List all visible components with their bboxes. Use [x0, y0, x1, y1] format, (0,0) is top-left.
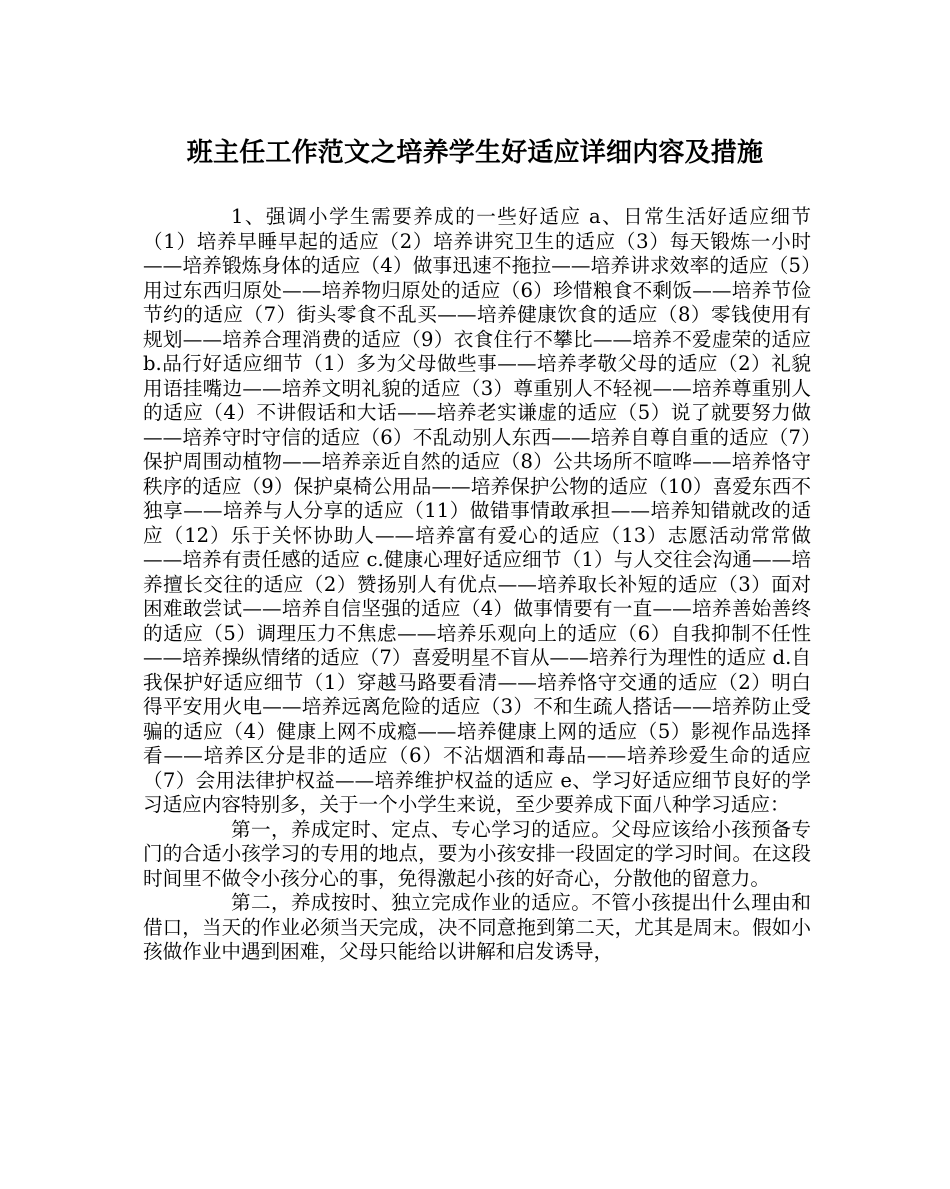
paragraph-second-habit: 第二，养成按时、独立完成作业的适应。不管小孩提出什么理由和借口，当天的作业必须当天完成，决不同意拖到第二天，尤其是周末。假如小孩做作业中遇到困难，父母只能给以讲解和启发诱导， [143, 891, 811, 963]
paragraph-first-habit: 第一，养成定时、定点、专心学习的适应。父母应该给小孩预备专门的合适小孩学习的专用的地点，要为小孩安排一段固定的学习时间。在这段时间里不做令小孩分心的事，免得激起小孩的好奇心，分散他的留意力。 [143, 817, 811, 890]
paragraph-habits-list: 1、强调小学生需要养成的一些好适应 a、日常生活好适应细节（1）培养早睡早起的适应（2）培养讲究卫生的适应（3）每天锻炼一小时——培养锻炼身体的适应（4）做事迅速不拖拉——培养讲求效率的适应（5）用过东西归原处——培养物归原处的适应（6）珍惜粮食不剩饭——培养节俭节约的适应（7）街头零食不乱买——培养健康饮食的适应（8）零钱使用有规划——培养合理消费的适应（9）衣食住行不攀比——培养不爱虚荣的适应 b.品行好适应细节（1）多为父母做些事——培养孝敬父母的适应（2）礼貌用语挂嘴边——培养文明礼貌的适应（3）尊重别人不轻视——培养尊重别人的适应（4）不讲假话和大话——培养老实谦虚的适应（5）说了就要努力做——培养守时守信的适应（6）不乱动别人东西——培养自尊自重的适应（7）保护周围动植物——培养亲近自然的适应（8）公共场所不喧哗——培养恪守秩序的适应（9）保护桌椅公用品——培养保护公物的适应（10）喜爱东西不独享——培养与人分享的适应（11）做错事情敢承担——培养知错就改的适应（12）乐于关怀协助人——培养富有爱心的适应（13）志愿活动常常做——培养有责任感的适应 c.健康心理好适应细节（1）与人交往会沟通——培养擅长交往的适应（2）赞扬别人有优点——培养取长补短的适应（3）面对困难敢尝试——培养自信坚强的适应（4）做事情要有一直——培养善始善终的适应（5）调理压力不焦虑——培养乐观向上的适应（6）自我抑制不任性——培养操纵情绪的适应（7）喜爱明星不盲从——培养行为理性的适应 d.自我保护好适应细节（1）穿越马路要看清——培养恪守交通的适应（2）明白得平安用火电——培养远离危险的适应（3）不和生疏人搭话——培养防止受骗的适应（4）健康上网不成瘾——培养健康上网的适应（5）影视作品选择看——培养区分是非的适应（6）不沾烟酒和毒品——培养珍爱生命的适应（7）会用法律护权益——培养维护权益的适应 e、学习好适应细节良好的学习适应内容特别多，关于一个小学生来说，至少要养成下面八种学习适应： [143, 205, 811, 816]
document-body [143, 205, 811, 965]
document-title: 班主任工作范文之培养学生好适应详细内容及措施 [186, 138, 764, 168]
